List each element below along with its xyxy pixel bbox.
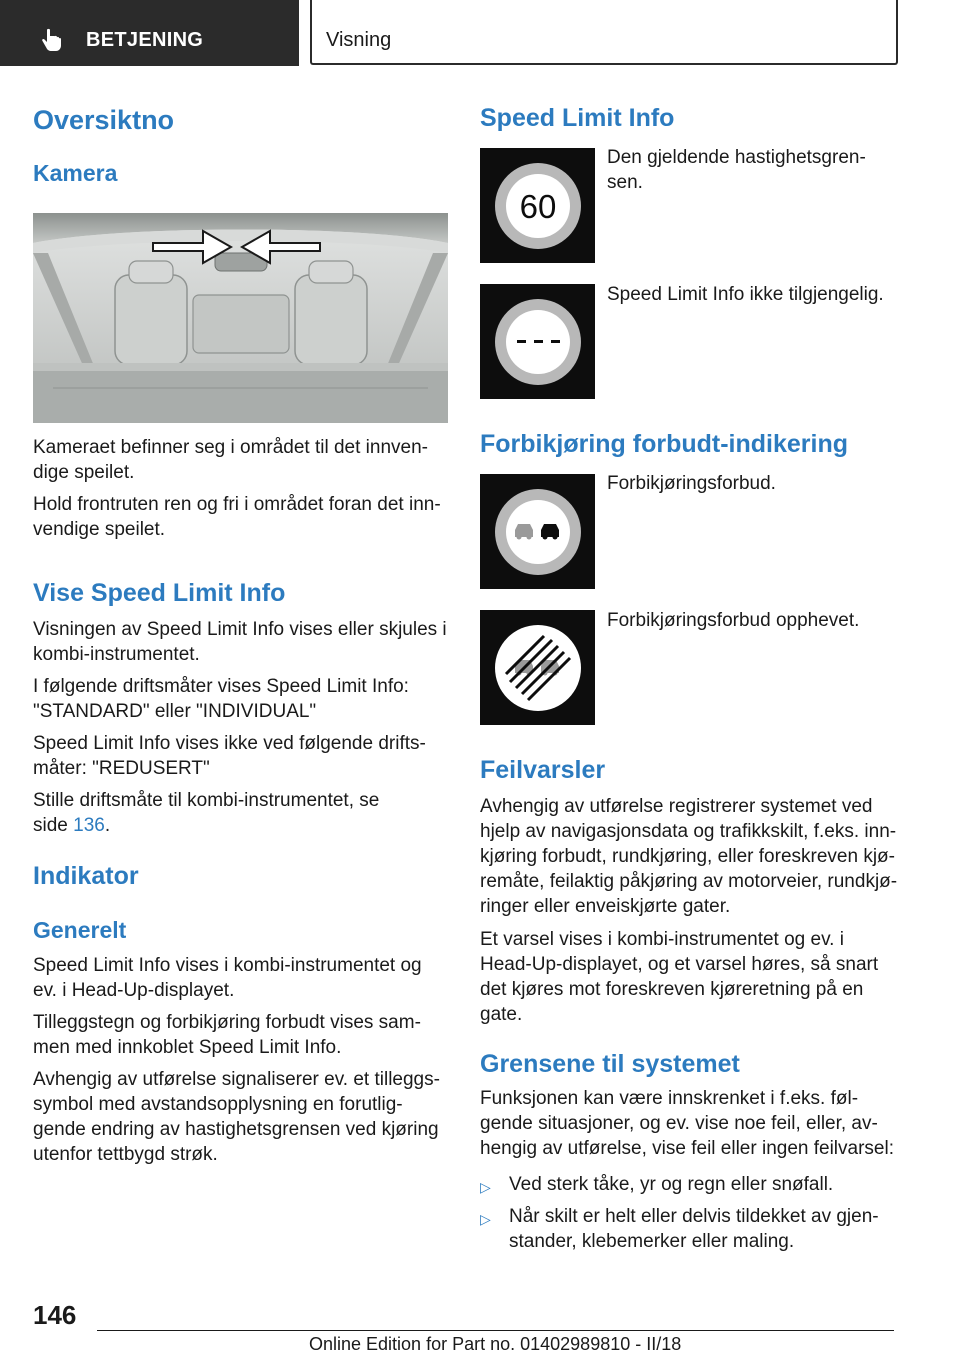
- section-tab-label: BETJENING: [86, 29, 204, 51]
- speed-limit-info-heading: Speed Limit Info: [480, 104, 675, 132]
- hand-pointer-icon: [38, 27, 66, 55]
- bullet-text-2: Når skilt er helt eller delvis tildekket av gjen-: [509, 1206, 879, 1227]
- display-text-3b: måter: "REDUSERT": [33, 758, 210, 779]
- page-number: 146: [33, 1300, 77, 1330]
- fault-text-2b: Head-Up-displayet, og et varsel høres, så snart: [480, 954, 879, 975]
- general-text-2: Tilleggstegn og forbikjøring forbudt vises sam-: [33, 1012, 421, 1033]
- bullet-text-1: Ved sterk tåke, yr og regn eller snøfall.: [509, 1174, 834, 1195]
- sign1-text-b: sen.: [607, 172, 643, 193]
- fault-text-2c: det kjøres mot foreskreven kjøreretning på en: [480, 979, 864, 1000]
- camera-text-1: Kameraet befinner seg i området til det innven-: [33, 437, 428, 458]
- display-text-4b-prefix: side: [33, 815, 68, 836]
- display-text-2b: "STANDARD" eller "INDIVIDUAL": [33, 701, 317, 722]
- no-overtaking-icon: [480, 474, 595, 589]
- display-heading: Vise Speed Limit Info: [33, 579, 286, 607]
- general-text-2b: men med innkoblet Speed Limit Info.: [33, 1037, 342, 1058]
- limits-text-1c: hengig av utførelse, vise feil eller ingen feilvarsel:: [480, 1138, 894, 1159]
- sign4-text: Forbikjøringsforbud opphevet.: [607, 610, 860, 631]
- fault-text-1c: kjøring forbudt, rundkjøring, eller foreskreven kjø-: [480, 846, 895, 867]
- speed-limit-dashes-icon: [480, 284, 595, 399]
- display-text-4b-suffix: .: [104, 815, 111, 836]
- camera-location-illustration: [33, 213, 448, 423]
- display-text-4: Stille driftsmåte til kombi-instrumentet, se: [33, 790, 380, 811]
- speed-limit-60-icon: [480, 148, 595, 263]
- camera-text-2: Hold frontruten ren og fri i området foran det inn-: [33, 494, 441, 515]
- overtaking-heading: Forbikjøring forbudt-indikering: [480, 430, 849, 458]
- no-overtaking-sign: [480, 474, 595, 589]
- fault-text-2: Et varsel vises i kombi-instrumentet og ev. i: [480, 929, 844, 950]
- general-text-3b: symbol med avstandsopplysning en forutlig-: [33, 1094, 403, 1115]
- limits-text-1: Funksjonen kan være innskrenket i f.eks. føl-: [480, 1088, 859, 1109]
- speed-limit-value: 60: [519, 188, 557, 225]
- camera-text-1b: dige speilet.: [33, 462, 135, 483]
- fault-text-1d: remåte, feilaktig påkjøring av motorveier, rundkjø-: [480, 871, 898, 892]
- display-text-2: I følgende driftsmåter vises Speed Limit Info:: [33, 676, 409, 697]
- fault-text-1b: hjelp av navigasjonsdata og trafikkskilt, f.eks. inn-: [480, 821, 897, 842]
- fault-text-1: Avhengig av utførelse registrerer systemet ved: [480, 796, 873, 817]
- general-text-1: Speed Limit Info vises i kombi-instrumentet og: [33, 955, 422, 976]
- camera-text-2b: vendige speilet.: [33, 519, 166, 540]
- general-heading: Generelt: [33, 917, 127, 943]
- page-title: Oversiktno: [33, 105, 175, 135]
- end-no-overtaking-sign: [480, 610, 595, 725]
- display-text-3: Speed Limit Info vises ikke ved følgende drifts-: [33, 733, 426, 754]
- footer-divider: [97, 1330, 894, 1331]
- fault-text-1e: ringer eller enveiskjørte gater.: [480, 896, 731, 917]
- fault-heading: Feilvarsler: [480, 756, 606, 784]
- edition-info: Online Edition for Part no. 01402989810 - II/18: [309, 1334, 682, 1354]
- display-text-1: Visningen av Speed Limit Info vises eller skjules i: [33, 619, 447, 640]
- section-tab[interactable]: [0, 0, 299, 66]
- triangle-bullet-icon: ▷: [480, 1211, 491, 1227]
- sign3-text: Forbikjøringsforbud.: [607, 473, 776, 494]
- fault-text-2d: gate.: [480, 1004, 523, 1025]
- display-text-4b: [33, 813, 110, 838]
- page-tab[interactable]: [310, 0, 898, 65]
- limits-heading: Grensene til systemet: [480, 1050, 740, 1078]
- speed-limit-unavailable-sign: [480, 284, 595, 399]
- general-text-3: Avhengig av utførelse signaliserer ev. et tilleggs-: [33, 1069, 440, 1090]
- page-reference-link[interactable]: 136: [73, 815, 105, 836]
- sign1-text: Den gjeldende hastighetsgren-: [607, 147, 866, 168]
- bullet-text-2b: stander, klebemerker eller maling.: [509, 1231, 795, 1252]
- page-tab-label: Visning: [326, 29, 392, 51]
- camera-heading: Kamera: [33, 160, 118, 186]
- speed-limit-60-sign: [480, 148, 595, 263]
- general-text-1b: ev. i Head-Up-displayet.: [33, 980, 235, 1001]
- triangle-bullet-icon: ▷: [480, 1179, 491, 1195]
- general-text-3d: utenfor tettbygd strøk.: [33, 1144, 218, 1165]
- sign2-text: Speed Limit Info ikke tilgjengelig.: [607, 284, 884, 305]
- general-text-3c: gende endring av hastighetsgrensen ved kjøring: [33, 1119, 439, 1140]
- limits-text-1b: gende situasjoner, og ev. vise noe feil, eller, av-: [480, 1113, 878, 1134]
- page-header: [0, 0, 960, 66]
- indicator-heading: Indikator: [33, 862, 139, 890]
- end-no-overtaking-icon: [480, 610, 595, 725]
- display-text-1b: kombi-instrumentet.: [33, 644, 200, 665]
